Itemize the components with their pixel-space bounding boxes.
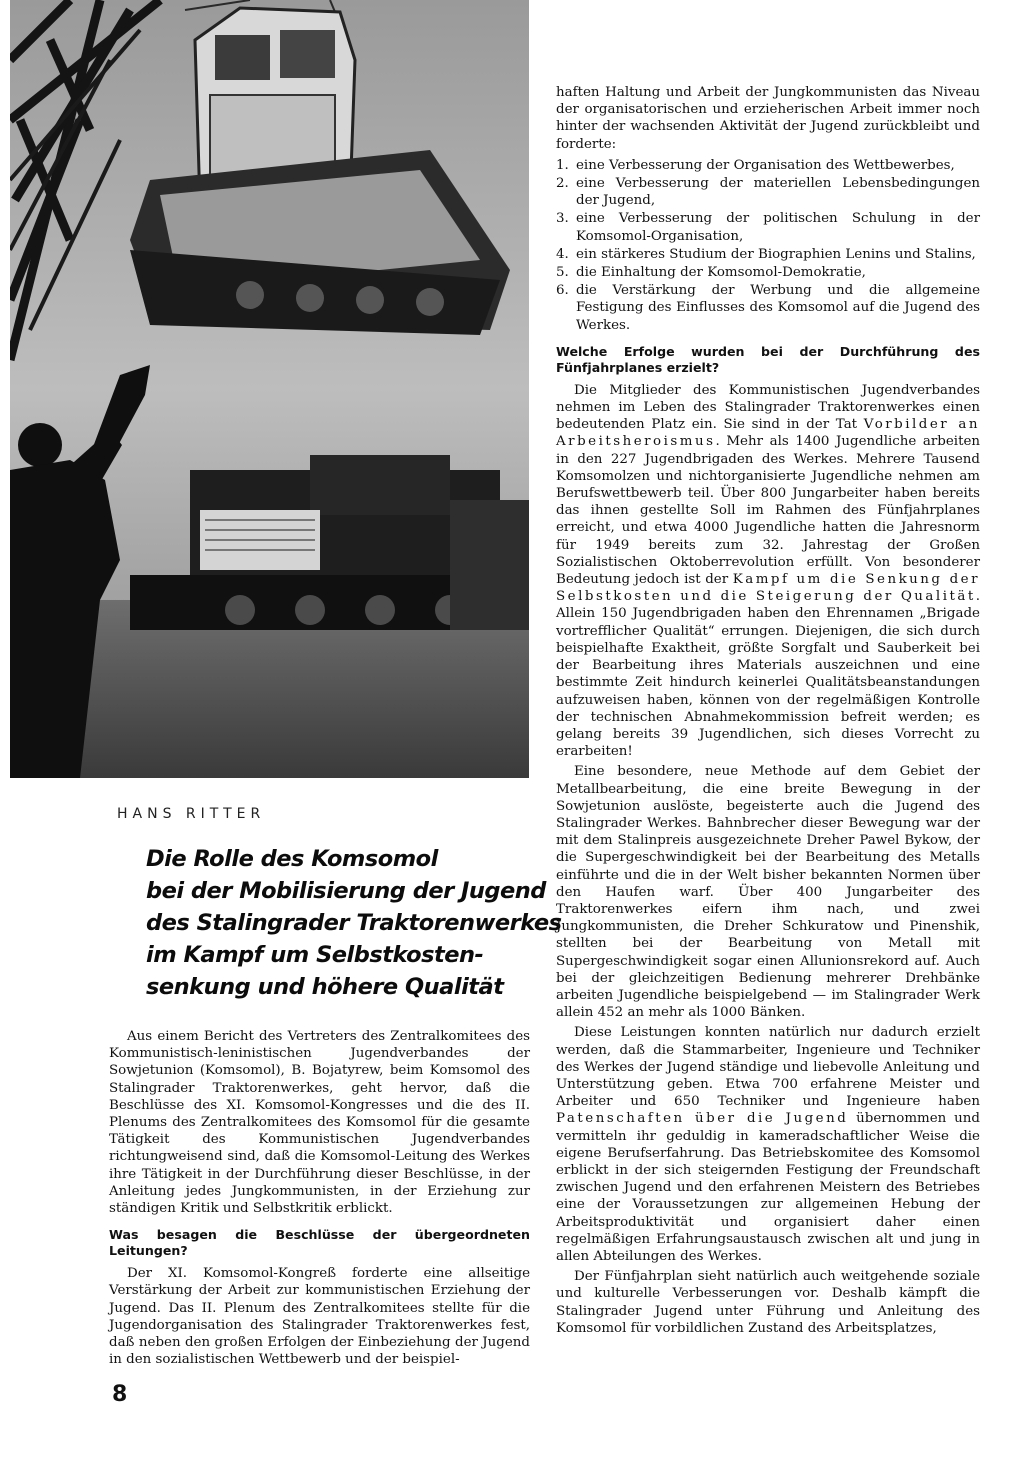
text-run: Die Mitglieder des Kommunistischen Jugendverbandes nehmen im Leben des Stalingrader Traktorenwerkes einen bedeutenden Platz ein. Sie sind in der Tat bbox=[556, 382, 980, 433]
list-item bbox=[556, 210, 980, 244]
headline-line: senkung und höhere Qualität bbox=[146, 974, 504, 1000]
headline-line: im Kampf um Selbstkosten- bbox=[146, 942, 484, 968]
list-number: 1. bbox=[556, 157, 569, 173]
body-paragraph bbox=[556, 382, 980, 760]
list-item bbox=[556, 157, 980, 174]
list-text: eine Verbesserung der politischen Schulung in der Komsomol-Organisation, bbox=[576, 211, 980, 244]
list-text: eine Verbesserung der materiellen Lebensbedingungen der Jugend, bbox=[576, 176, 980, 209]
section-heading: Welche Erfolge wurden bei der Durchführung des Fünfjahrplanes erzielt? bbox=[556, 343, 980, 375]
list-text: die Verstärkung der Werbung und die allgemeine Festigung des Einflusses des Komsomol auf die Jugend des Werkes. bbox=[576, 283, 980, 333]
author-byline: HANS RITTER bbox=[117, 806, 266, 822]
list-number: 5. bbox=[556, 265, 569, 281]
body-paragraph: Eine besondere, neue Methode auf dem Gebiet der Metallbearbeitung, die eine breite Bewegung in der Sowjetunion auslöste, begeisterte auch die Jugend des Stalingrader Werkes. Bahnbrecher dieser Bewegung war der mit dem Stalinpreis ausgezeichnete Dreher Pawel Bykow, der die Supergeschwindigkeit bei der Bearbeitung des Metalls einführte und die in der Welt bisher bekannten Normen über den Haufen warf. Über 400 Jungarbeiter des Traktorenwerkes eifern ihm nach, und zwei Jungkommunisten, die Dreher Schkuratow und Pinenshik, stellten bei der Bearbeitung von Metall mit Supergeschwindigkeit sogar einen Allunionsrekord auf. Auch bei der gleichzeitigen Bedienung mehrerer Drehbänke arbeiten Jugendliche beispielgebend — im Stalingrader Werk allein 452 an mehr als 1000 Bänken. bbox=[556, 764, 980, 1021]
body-paragraph-continued: haften Haltung und Arbeit der Jungkommunisten das Niveau der organisatorischen und erzieherischen Arbeit immer noch hinter der wachsenden Aktivität der Jugend zurückbleibt und forderte: bbox=[556, 85, 980, 152]
list-number: 6. bbox=[556, 283, 569, 299]
text-run: Diese Leistungen konnten natürlich nur dadurch erzielt werden, daß die Stammarbeiter, Ingenieure und Techniker des Werkes der Jugend ständige und liebevolle Anleitung und Unterstützung geben. Etwa 700 erfahrene Meister und Arbeiter und 650 Techniker und Ingenieure haben bbox=[556, 1025, 980, 1110]
headline-line: bei der Mobilisierung der Jugend bbox=[146, 878, 546, 904]
left-column bbox=[109, 1028, 530, 1371]
list-text: eine Verbesserung der Organisation des Wettbewerbes, bbox=[576, 157, 955, 173]
intro-paragraph: Aus einem Bericht des Vertreters des Zentralkomitees des Kommunistisch-leninistischen Jugendverbandes der Sowjetunion (Komsomol), B. Bojatyrew, beim Komsomol des Stalingrader Traktorenwerkes, geht hervor, daß die Beschlüsse des XI. Komsomol-Kongresses und die des II. Plenums des Zentralkomitees des Komsomol für die gesamte Tätigkeit des Kommunistischen Jugendverbandes richtungweisend sind, daß die Komsomol-Leitung des Werkes ihre Tätigkeit in der Durchführung dieser Beschlüsse, in der Anleitung jedes Jungkommunisten, in der Erziehung zur ständigen Kritik und Selbstkritik erblickt. bbox=[109, 1029, 530, 1217]
section-heading: Was besagen die Beschlüsse der übergeordneten Leitungen? bbox=[109, 1227, 530, 1259]
headline-line: des Stalingrader Traktorenwerkes bbox=[146, 910, 562, 936]
body-paragraph: Der Fünfjahrplan sieht natürlich auch weitgehende soziale und kulturelle Verbesserungen vor. Deshalb kämpft die Stalingrader Jugend unter Führung und Anleitung des Komsomol für vorbildlichen Zustand des Arbeitsplatzes, bbox=[556, 1269, 980, 1336]
list-item bbox=[556, 264, 980, 281]
body-paragraph: Der XI. Komsomol-Kongreß forderte eine allseitige Verstärkung der Arbeit zur kommunistischen Erziehung der Jugend. Das II. Plenum des Zentralkomitees stellte für die Jugendorganisation des Stalingrader Traktorenwerkes fest, daß neben den großen Erfolgen der Einbeziehung der Jugend in den sozialistischen Wettbewerb und der beispiel- bbox=[109, 1266, 530, 1368]
list-item bbox=[556, 282, 980, 334]
text-run: übernommen und vermitteln ihr geduldig in kameradschaftlicher Weise die eigene Berufserfahrung. Das Betriebskomitee des Komsomol erblickt in der sich steigernden Festigung der Freundschaft zwischen Jugend und den erfahrenen Meistern des Betriebes eine der Voraussetzungen zur allgemeinen Hebung der Arbeitsproduktivität und organisiert daher einen regelmäßigen Erfahrungsaustausch zwischen alt und jung in allen Abteilungen des Werkes. bbox=[556, 1111, 980, 1264]
article-headline bbox=[146, 843, 562, 1003]
text-run: . Allein 150 Jugendbrigaden haben den Ehrennamen „Brigade vortrefflicher Qualität“ errungen. Diejenigen, die sich durch beispielhafte Exaktheit, größte Sorgfalt und Sauberkeit bei der Bearbeitung ihres Materials auszeichnen und eine bestimmte Zeit hindurch keinerlei Qualitätsbeanstandungen aufzuweisen haben, können von der regelmäßigen Kontrolle der technischen Abnahmekommission befreit werden; es gelang bereits 39 Jugendlichen, sich dieses Vorrecht zu erarbeiten! bbox=[556, 589, 980, 760]
list-item bbox=[556, 246, 980, 263]
spaced-emphasis: Vorbilder an Arbeitsheroismus bbox=[556, 417, 980, 450]
page-number: 8 bbox=[112, 1382, 128, 1407]
headline-line: Die Rolle des Komsomol bbox=[146, 846, 438, 872]
list-number: 3. bbox=[556, 211, 569, 227]
text-run: . Mehr als 1400 Jugendliche arbeiten in den 227 Jugendbrigaden des Werkes. Mehrere Tausend Komsomolzen und nichtorganisierte Jugendliche nehmen am Berufswettbewerb teil. Über 800 Jungarbeiter haben bereits das ihnen gestellte Soll im Rahmen des Fünfjahrplanes erreicht, und etwa 4000 Jugendliche hatten die Jahresnorm für 1949 bereits zum 32. Jahrestag der Großen Sozialistischen Oktoberrevolution erfüllt. Von besonderer Bedeutung jedoch ist der bbox=[556, 434, 980, 588]
demands-list bbox=[556, 157, 980, 334]
tractor-crane-photo bbox=[10, 0, 529, 778]
photo-illustration bbox=[10, 0, 529, 778]
list-number: 4. bbox=[556, 246, 569, 262]
list-number: 2. bbox=[556, 176, 569, 192]
right-column bbox=[556, 84, 980, 1340]
spaced-emphasis: Patenschaften über die Jugend bbox=[556, 1111, 849, 1127]
list-text: die Einhaltung der Komsomol-Demokratie, bbox=[576, 265, 866, 281]
body-paragraph bbox=[556, 1024, 980, 1265]
spaced-emphasis: Kampf um die Senkung der Selbstkosten und die Steigerung der Qualität bbox=[556, 572, 980, 605]
list-item bbox=[556, 175, 980, 209]
list-text: ein stärkeres Studium der Biographien Lenins und Stalins, bbox=[576, 246, 976, 262]
